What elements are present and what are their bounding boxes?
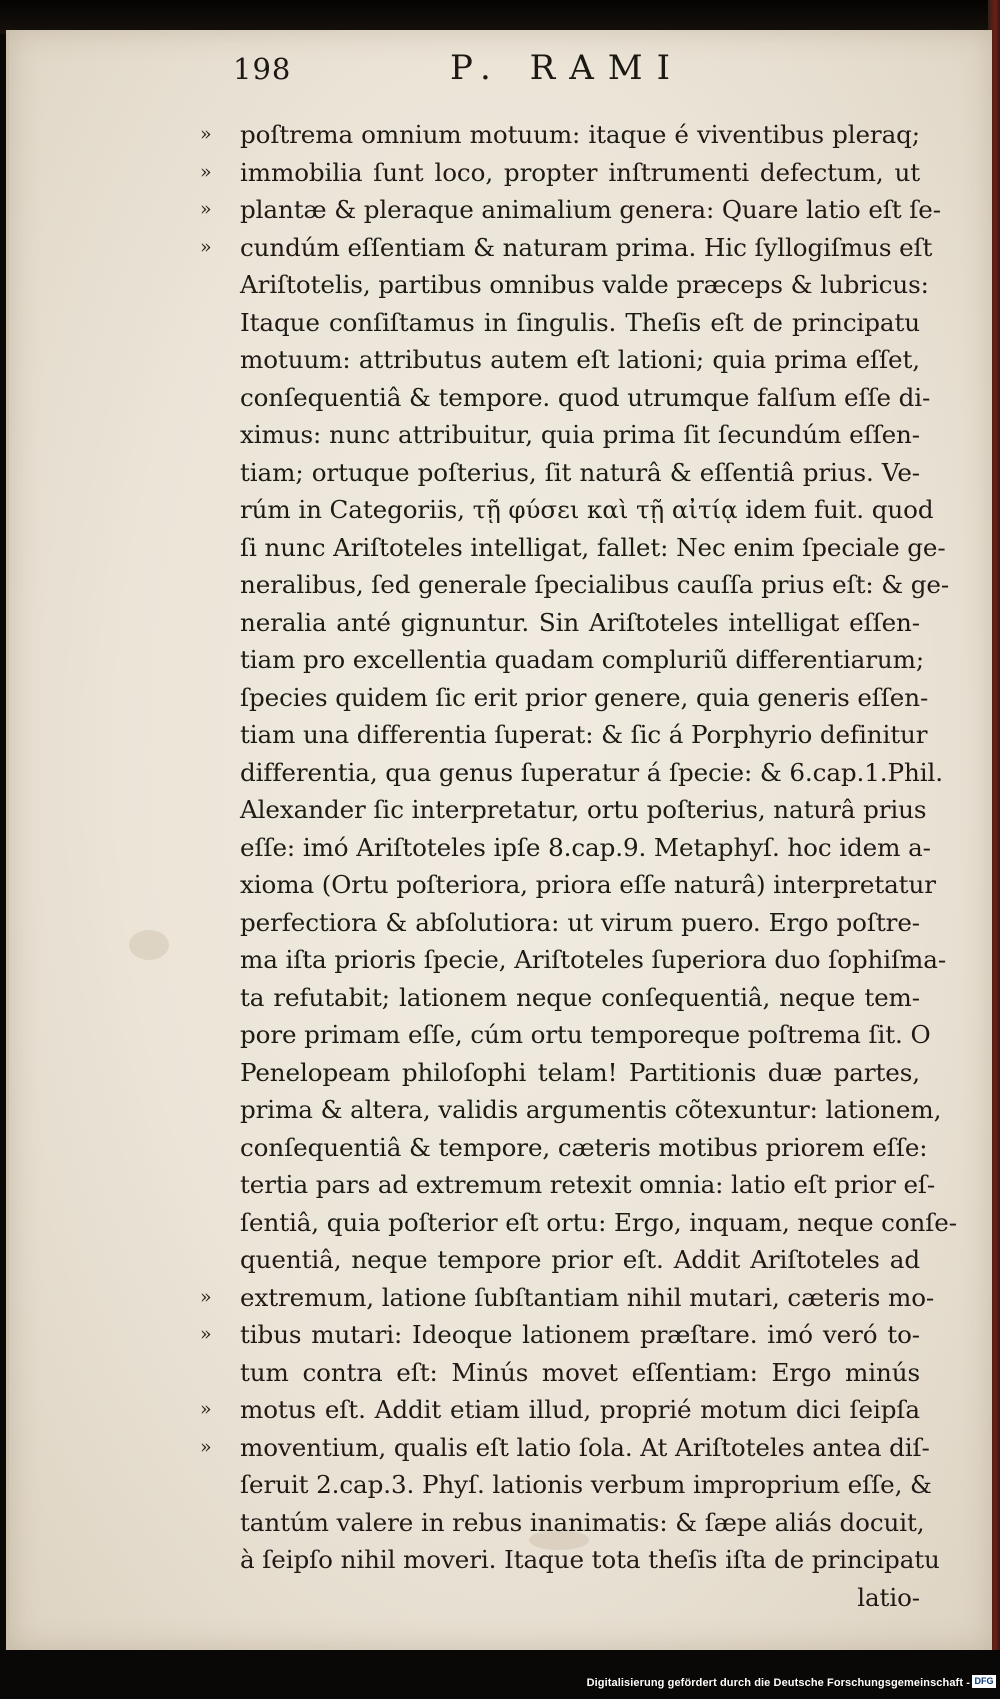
text-line-wrapper [240,1354,920,1392]
text-line: perfectiora & abſolutiora: ut virum puero. Ergo poſtre- [240,907,920,937]
text-line: xioma (Ortu poſteriora, priora eſſe naturâ) interpretatur [240,870,936,899]
text-line-wrapper [240,979,920,1017]
text-line: à ſeipſo nihil moveri. Itaque tota theſis iſta de principatu [240,1545,940,1574]
text-line-wrapper [240,379,931,417]
text-line: ta refutabit; lationem neque conſequentiâ, neque tem- [240,982,920,1012]
page-number: 198 [233,52,292,86]
text-line-wrapper [240,829,931,867]
text-line: tertia pars ad extremum retexit omnia: latio eſt prior eſ- [240,1170,936,1199]
text-line-wrapper [200,1279,935,1317]
text-line-wrapper [240,679,929,717]
quotation-marker: » [200,1285,212,1308]
text-line-wrapper [200,154,920,192]
quotation-marker: » [200,235,212,258]
text-line: tiam una differentia ſuperat: & ſic á Porphyrio definitur [240,720,928,749]
text-line-wrapper [240,791,927,829]
text-line: tum contra eſt: Minús movet eſſentiam: Ergo minús [240,1357,920,1387]
text-line: ſeruit 2.cap.3. Phyſ. lationis verbum improprium eſſe, & [240,1470,932,1499]
text-line-wrapper [240,866,936,904]
funding-credit: Digitalisierung gefördert durch die Deutsche Forschungsgemeinschaft - [586,1677,970,1689]
running-head [0,48,1000,102]
text-line: Ariſtotelis, partibus omnibus valde præceps & lubricus: [240,270,929,299]
text-line-wrapper [240,566,950,604]
text-line: prima & altera, validis argumentis cõtexuntur: lationem, [240,1095,942,1124]
paper-stain [129,930,169,960]
text-line: Penelopeam philoſophi telam! Partitionis duæ partes, [240,1057,920,1087]
text-line: differentia, qua genus ſuperatur á ſpecie: & 6.cap.1.Phil. [240,757,943,787]
text-line-wrapper [240,491,934,529]
text-line: moventium, qualis eſt latio ſola. At Ariſtoteles antea diſ- [240,1432,930,1462]
text-line: immobilia ſunt loco, propter inſtrumenti defectum, ut [240,157,920,187]
text-line-wrapper [240,1579,920,1617]
text-line: neralia anté gignuntur. Sin Ariſtoteles intelligat eſſen- [240,607,920,637]
text-line: plantæ & pleraque animalium genera: Quare latio eſt ſe- [240,195,941,224]
text-line-wrapper [240,1541,940,1579]
text-line: extremum, latione ſubſtantiam nihil mutari, cæteris mo- [240,1282,935,1312]
text-line: conſequentiâ & tempore. quod utrumque falſum eſſe di- [240,382,931,412]
text-line-wrapper [240,1054,920,1092]
text-line-wrapper [240,904,920,942]
text-line-wrapper [240,604,920,642]
text-line: motuum: attributus autem eſt lationi; quia prima eſſet, [240,345,920,374]
text-line: ximus: nunc attribuitur, quia prima ſit ſecundúm eſſen- [240,420,920,449]
text-line-wrapper [240,1241,920,1279]
text-line: conſequentiâ & tempore, cæteris motibus priorem eſſe: [240,1132,928,1162]
text-line: neralibus, ſed generale ſpecialibus cauſſa prius eſt: & ge- [240,570,950,599]
dfg-logo: DFG [972,1675,996,1688]
text-line-wrapper [200,191,941,229]
text-line: poſtrema omnium motuum: itaque é viventibus pleraq; [240,120,920,149]
quotation-marker: » [200,123,212,145]
text-line-wrapper [200,116,920,154]
text-line: tantúm valere in rebus inanimatis: & ſæpe aliás docuit, [240,1507,925,1537]
text-line: cundúm eſſentiam & naturam prima. Hic ſyllogiſmus eſt [240,232,933,262]
text-line-wrapper [240,529,946,567]
text-line-wrapper [240,641,925,679]
text-line-wrapper [240,341,920,379]
text-line-wrapper [240,416,920,454]
text-line-wrapper [240,1166,936,1204]
text-line: tibus mutari: Ideoque lationem præſtare. imó veró to- [240,1320,920,1349]
text-line: ma iſta prioris ſpecie, Ariſtoteles ſuperiora duo ſophiſma- [240,945,947,974]
text-line-wrapper [240,1466,932,1504]
text-line: tiam; ortuque poſterius, ſit naturâ & eſſentiâ prius. Ve- [240,457,920,487]
text-line: ſpecies quidem ſic erit prior genere, quia generis eſſen- [240,682,929,712]
text-line-wrapper [240,716,928,754]
text-line: ſentiâ, quia poſterior eſt ortu: Ergo, inquam, neque conſe- [240,1207,957,1237]
text-line: pore primam eſſe, cúm ortu temporeque poſtrema ſit. O [240,1020,931,1049]
text-line: eſſe: imó Ariſtoteles ipſe 8.cap.9. Metaphyſ. hoc idem a- [240,832,931,862]
digitization-footer [0,1650,1000,1699]
scan-border-top [0,0,1000,34]
text-line-wrapper [240,941,947,979]
text-line: tiam pro excellentia quadam compluriũ differentiarum; [240,645,925,674]
text-line-wrapper [200,1316,920,1354]
text-line: rúm in Categoriis, τῇ φύσει καὶ τῇ αἰτίᾳ idem fuit. quod [240,495,934,524]
text-line-wrapper [240,1204,957,1242]
text-line-wrapper [240,304,920,342]
text-line: Alexander ſic interpretatur, ortu poſterius, naturâ prius [240,795,927,824]
text-line-wrapper [240,1504,925,1542]
text-line-wrapper [240,266,929,304]
text-line-wrapper [240,1129,928,1167]
quotation-marker: » [200,160,212,183]
quotation-marker: » [200,198,212,220]
running-title: P. RAMI [450,48,684,88]
text-line: motus eſt. Addit etiam illud, proprié motum dici ſeipſa [240,1395,920,1424]
text-line-wrapper [240,454,920,492]
text-line-wrapper [240,1016,931,1054]
body-text [200,116,957,1616]
text-line: Itaque conſiſtamus in ſingulis. Theſis eſt de principatu [240,307,920,337]
text-line: latio- [857,1582,920,1612]
text-line-wrapper [200,1391,920,1429]
quotation-marker: » [200,1323,212,1345]
text-line: ſi nunc Ariſtoteles intelligat, fallet: Nec enim ſpeciale ge- [240,532,946,562]
text-line-wrapper [240,1091,942,1129]
quotation-marker: » [200,1435,212,1458]
text-line-wrapper [240,754,943,792]
text-line: quentiâ, neque tempore prior eſt. Addit Ariſtoteles ad [240,1245,920,1274]
quotation-marker: » [200,1398,212,1420]
text-line-wrapper [200,229,933,267]
text-line-wrapper [200,1429,930,1467]
